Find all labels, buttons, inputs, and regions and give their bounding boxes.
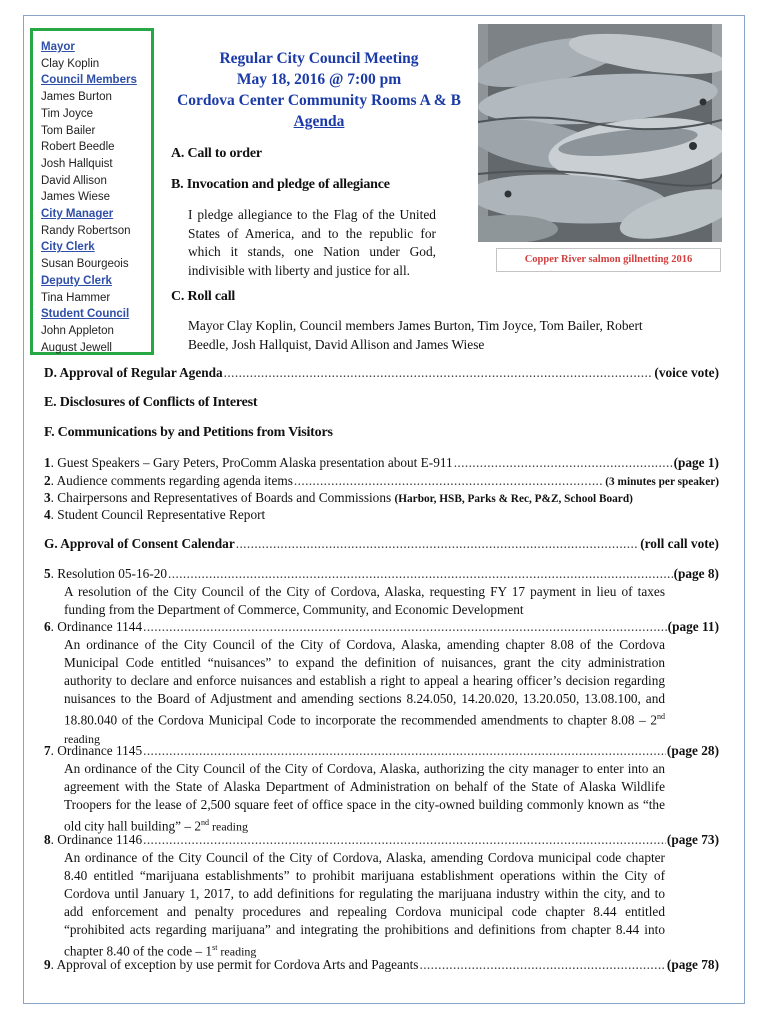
roster-name: David Allison	[41, 174, 107, 187]
section-d-vote: (voice vote)	[654, 365, 719, 380]
roster-name: Randy Robertson	[41, 224, 131, 237]
item-number: 1	[44, 455, 51, 470]
item-text: . Student Council Representative Report	[50, 507, 266, 522]
dot-leader	[143, 619, 667, 635]
boards-list: (Harbor, HSB, Parks & Rec, P&Z, School Board)	[394, 493, 633, 505]
dot-leader	[419, 957, 665, 973]
pledge-text: I pledge allegiance to the Flag of the United States of America, and to the republic for which it stands, one Nation under God, indivisible with liberty and justice for all.	[188, 207, 436, 278]
roster-role: City Manager	[41, 208, 114, 221]
meeting-location: Cordova Center Community Rooms A & B	[177, 92, 461, 109]
page-reference: (page 78)	[666, 957, 719, 972]
section-b-heading: B. Invocation and pledge of allegiance	[171, 177, 390, 192]
photo-caption: Copper River salmon gillnetting 2016	[496, 248, 721, 272]
roster-name: James Wiese	[41, 191, 111, 204]
agenda-heading: Agenda	[293, 113, 345, 130]
roster-name: Tina Hammer	[41, 291, 111, 304]
roster-role: Council Members	[41, 74, 137, 87]
page-reference: (page 28)	[666, 743, 719, 758]
item-number: 4	[44, 507, 51, 522]
communication-item	[44, 473, 719, 489]
roster-name: Josh Hallquist	[41, 157, 113, 170]
page-reference: (page 73)	[666, 832, 719, 847]
dot-leader	[454, 455, 673, 471]
dot-leader	[143, 832, 666, 848]
section-f-heading: F. Communications by and Petitions from Visitors	[44, 425, 333, 440]
salmon-photo-illustration	[478, 24, 722, 242]
roster-role: Mayor	[41, 41, 75, 53]
roster-name: Tom Bailer	[41, 124, 96, 137]
section-e-heading: E. Disclosures of Conflicts of Interest	[44, 395, 258, 410]
item-number: 9	[44, 957, 51, 972]
roll-call-text: Mayor Clay Koplin, Council members James Burton, Tim Joyce, Tom Bailer, Robert Beedle, Josh Hallquist, David Allison and James Wiese	[188, 318, 643, 352]
roster-role: Student Council	[41, 308, 130, 321]
item-text: . Guest Speakers – Gary Peters, ProComm Alaska presentation about E-911	[50, 455, 453, 470]
page-reference: (page 8)	[673, 566, 719, 581]
item-number: 6	[44, 619, 51, 634]
time-limit-note: (3 minutes per speaker)	[605, 476, 719, 488]
consent-item	[44, 619, 719, 635]
item-title: . Ordinance 1145	[50, 743, 143, 758]
roster-name: Tim Joyce	[41, 107, 93, 120]
item-number: 8	[44, 832, 51, 847]
dot-leader	[168, 566, 673, 582]
section-c-heading: C. Roll call	[171, 289, 236, 304]
item-description: An ordinance of the City Council of the City of Cordova, Alaska, amending Cordova municipal code chapter 8.40 entitled “marijuana establishments” to prohibit marijuana establishment operations within the City of Cordova until January 1, 2017, to add definitions for regulating the marijuana industry within the city, and to add enforcement and penalty procedures and repealing Cordova municipal code chapter 8.44 entitled “prohibited acts regarding marijuana” and integrating the prohibitions and definitions from chapter 8.44 into chapter 8.40 of the code – 1st reading	[64, 850, 665, 959]
item-text: . Audience comments regarding agenda items	[50, 473, 293, 488]
meeting-date: May 18, 2016 @ 7:00 pm	[236, 71, 402, 88]
section-g-heading: G. Approval of Consent Calendar	[44, 536, 235, 551]
roster-name: James Burton	[41, 91, 112, 104]
item-title: . Ordinance 1146	[50, 832, 143, 847]
consent-item	[44, 832, 719, 848]
dot-leader	[224, 365, 654, 381]
page-reference: (page 1)	[673, 455, 719, 470]
officials-roster	[30, 28, 154, 355]
roster-name: John Appleton	[41, 324, 114, 337]
dot-leader	[294, 473, 604, 489]
dot-leader	[143, 743, 666, 759]
consent-item	[44, 743, 719, 759]
consent-item	[44, 957, 719, 973]
roster-role: City Clerk	[41, 241, 95, 254]
roster-name: Clay Koplin	[41, 57, 100, 70]
item-number: 5	[44, 566, 51, 581]
section-g-vote: (roll call vote)	[640, 536, 719, 551]
salmon-photo	[478, 24, 722, 242]
meeting-title	[160, 48, 478, 132]
item-description: An ordinance of the City Council of the City of Cordova, Alaska, authorizing the city manager to enter into an agreement with the State of Alaska Department of Administration on behalf of the State of Alaska Wildlife Troopers for the lease of 2,500 square feet of office space in the city-owned building commonly known as “the old city hall building” – 2nd reading	[64, 761, 665, 834]
section-d-heading: D. Approval of Regular Agenda	[44, 365, 223, 380]
item-number: 3	[44, 490, 51, 505]
roster-role: Deputy Clerk	[41, 274, 112, 287]
roster-name: Susan Bourgeois	[41, 258, 129, 271]
section-a-heading: A. Call to order	[171, 146, 262, 161]
item-number: 2	[44, 473, 51, 488]
section-g-row	[44, 536, 719, 552]
consent-item	[44, 566, 719, 582]
meeting-name: Regular City Council Meeting	[219, 50, 419, 67]
communication-item	[44, 455, 719, 471]
communication-item	[44, 490, 633, 506]
item-title: . Approval of exception by use permit for Cordova Arts and Pageants	[50, 957, 419, 972]
page-reference: (page 11)	[667, 619, 719, 634]
section-d-row	[44, 365, 719, 381]
item-title: . Ordinance 1144	[50, 619, 143, 634]
item-text: . Chairpersons and Representatives of Boards and Commissions	[50, 490, 395, 505]
item-number: 7	[44, 743, 51, 758]
communication-item	[44, 507, 265, 523]
roster-name: August Jewell	[41, 341, 112, 354]
dot-leader	[236, 536, 639, 552]
item-title: . Resolution 05-16-20	[50, 566, 167, 581]
roster-name: Robert Beedle	[41, 141, 115, 154]
item-description: A resolution of the City Council of the City of Cordova, Alaska, requesting FY 17 payment in lieu of taxes funding from the Department of Commerce, Community, and Economic Development	[64, 584, 665, 618]
item-description: An ordinance of the City Council of the City of Cordova, Alaska, amending chapter 8.08 of the Cordova Municipal Code entitled “nuisances” to expand the definition of nuisances, grant the city administration authority to declare and enforce nuisances and establish a right to appeal a hearing officer’s decision regarding nuisances to the Board of Adjustment and amending sections 8.24.050, 14.20.020, 13.20.050, 13.08.100, and 18.80.040 of the Cordova Municipal Code to incorporate the recommended amendments to chapter 8.08 – 2nd reading	[64, 637, 665, 746]
